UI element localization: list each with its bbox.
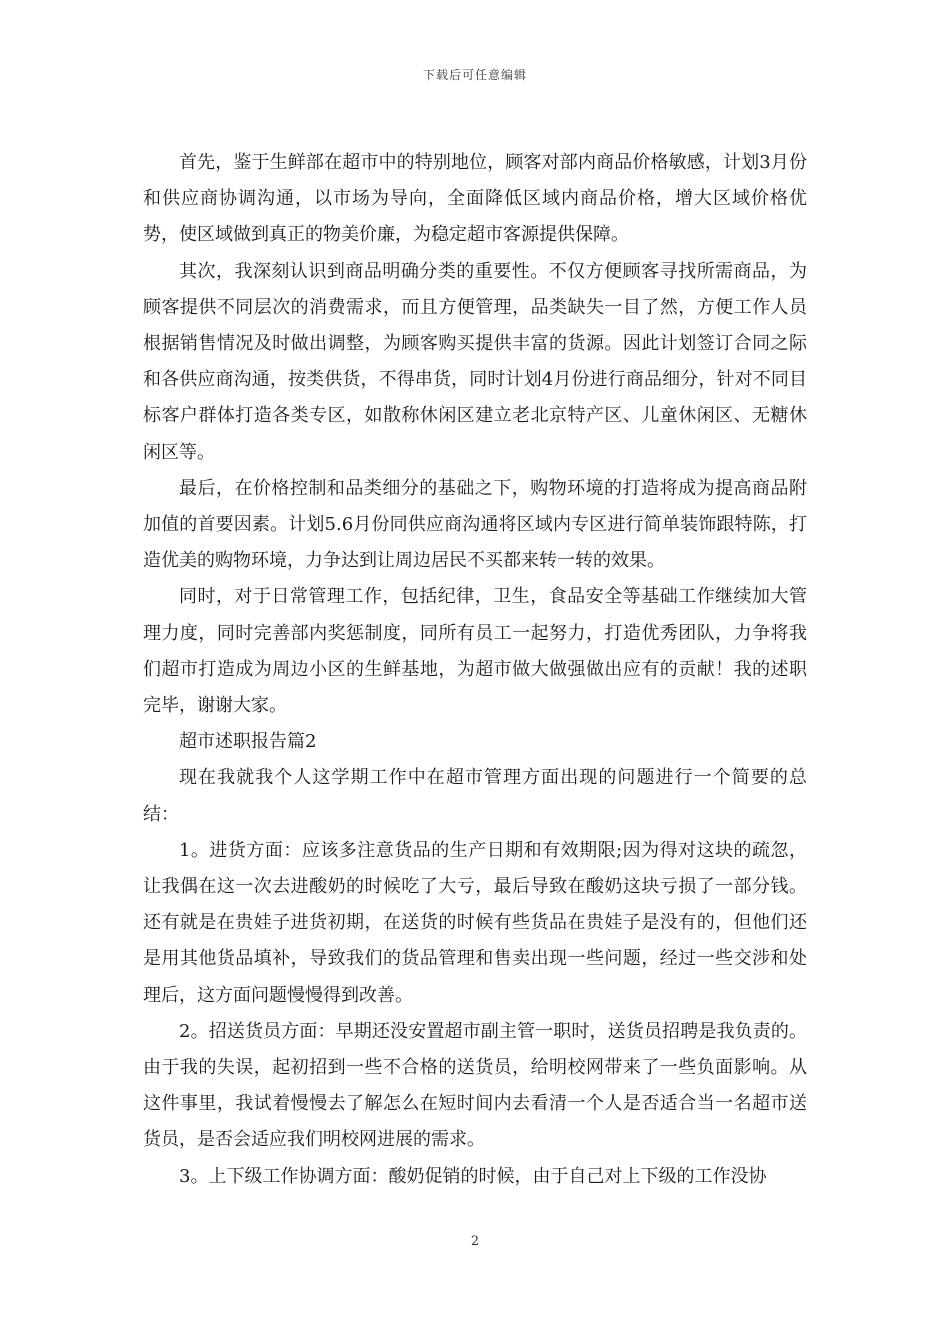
paragraph: 其次，我深刻认识到商品明确分类的重要性。不仅方便顾客寻找所需商品，为顾客提供不同层次的消费需求，而且方便管理，品类缺失一目了然，方便工作人员根据销售情况及时做出调整，为顾客购买提供丰富的货源。因此计划签订合同之际和各供应商沟通，按类供货，不得串货，同时计划4月份进行商品细分，针对不同目标客户群体打造各类专区，如散称休闲区建立老北京特产区、儿童休闲区、无糖休闲区等。 xyxy=(143,260,807,463)
paragraph: 首先，鉴于生鲜部在超市中的特别地位，顾客对部内商品价格敏感，计划3月份和供应商协调沟通，以市场为导向，全面降低区域内商品价格，增大区域价格优势，使区域做到真正的物美价廉，为稳定超市客源提供保障。 xyxy=(143,152,807,246)
paragraph: 最后，在价格控制和品类细分的基础之下，购物环境的打造将成为提高商品附加值的首要因素。计划5.6月份同供应商沟通将区域内专区进行简单装饰跟特陈，打造优美的购物环境，力争达到让周边居民不买都来转一转的效果。 xyxy=(143,477,807,572)
paragraph: 现在我就我个人这学期工作中在超市管理方面出现的问题进行一个简要的总结： xyxy=(143,767,807,825)
paragraph: 2。招送货员方面：早期还没安置超市副主管一职时，送货员招聘是我负责的。由于我的失误，起初招到一些不合格的送货员，给明校网带来了一些负面影响。从这件事里，我试着慢慢去了解怎么在短时间内去看清一个人是否适合当一名超市送货员，是否会适应我们明校网进展的需求。 xyxy=(143,1020,807,1151)
paragraph: 3。上下级工作协调方面：酸奶促销的时候，由于自己对上下级的工作没协 xyxy=(179,1165,767,1187)
section-heading: 超市述职报告篇2 xyxy=(179,731,317,753)
page-header-note: 下载后可任意编辑 xyxy=(422,68,527,82)
paragraph: 1。进货方面：应该多注意货品的生产日期和有效期限;因为得对这块的疏忽，让我偶在这一次去进酸奶的时候吃了大亏，最后导致在酸奶这块亏损了一部分钱。还有就是在贵娃子进货初期，在送货的时候有些货品在贵娃子是没有的，但他们还是用其他货品填补，导致我们的货品管理和售卖出现一些问题，经过一些交涉和处理后，这方面问题慢慢得到改善。 xyxy=(143,839,807,1006)
document-body xyxy=(143,145,807,1195)
page-number: 2 xyxy=(470,1234,480,1249)
paragraph: 同时，对于日常管理工作，包括纪律，卫生，食品安全等基础工作继续加大管理力度，同时完善部内奖惩制度，同所有员工一起努力，打造优秀团队，力争将我们超市打造成为周边小区的生鲜基地，为超市做大做强做出应有的贡献！我的述职完毕，谢谢大家。 xyxy=(143,586,807,717)
